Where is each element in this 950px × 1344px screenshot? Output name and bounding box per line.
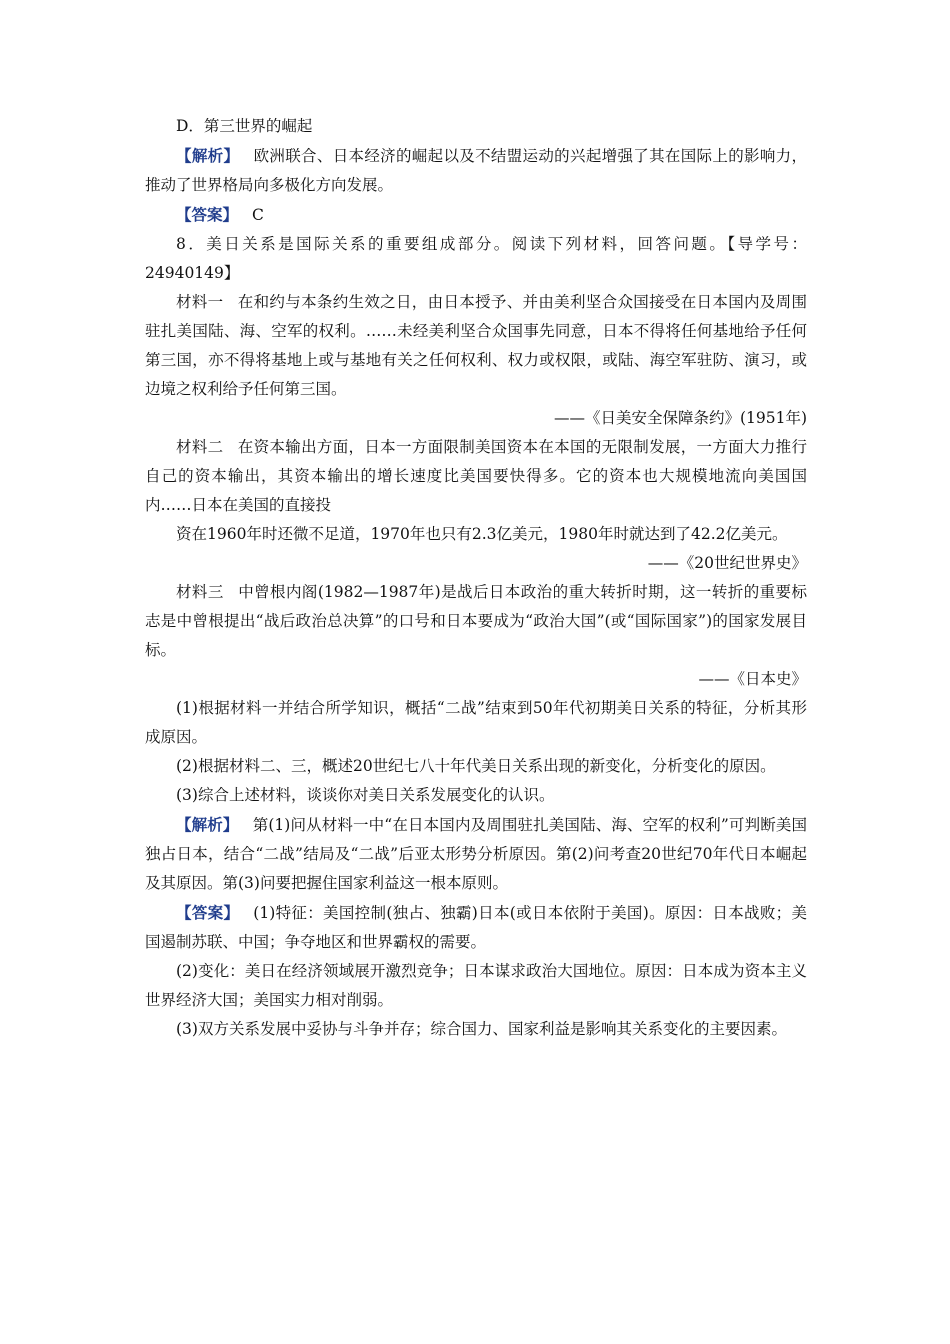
material-1-source: ——《日美安全保障条约》(1951年) xyxy=(553,409,807,427)
q7-option-d: D．第三世界的崛起 xyxy=(176,117,313,135)
question-3: (3)综合上述材料，谈谈你对美日关系发展变化的认识。 xyxy=(176,786,555,804)
q8-analysis xyxy=(145,810,807,898)
q8-answer-1-text: (1)特征：美国控制(独占、独霸)日本(或日本依附于美国)。原因：日本战败；美国遏制苏联、中国；争夺地区和世界霸权的需要。 xyxy=(145,904,807,951)
analysis-tag: 【解析】 xyxy=(176,815,239,834)
q8-answer-3: (3)双方关系发展中妥协与斗争并存；综合国力、国家利益是影响其关系变化的主要因素。 xyxy=(176,1020,787,1038)
material-3 xyxy=(145,578,807,665)
material-2-continued: 资在1960年时还微不足道，1970年也只有2.3亿美元，1980年时就达到了42.2亿美元。 xyxy=(176,525,788,543)
material-2-text: 在资本输出方面，日本一方面限制美国资本在本国的无限制发展，一方面大力推行自己的资本输出，其资本输出的增长速度比美国要快得多。它的资本也大规模地流向美国国内……日本在美国的直接投 xyxy=(145,438,807,514)
answer-tag: 【答案】 xyxy=(176,205,239,224)
material-2-source: ——《20世纪世界史》 xyxy=(647,554,807,572)
q8-stem: 8．美日关系是国际关系的重要组成部分。阅读下列材料，回答问题。【导学号：24940149】 xyxy=(145,235,807,282)
q7-analysis-text: 欧洲联合、日本经济的崛起以及不结盟运动的兴起增强了其在国际上的影响力，推动了世界格局向多极化方向发展。 xyxy=(145,147,807,194)
question-2: (2)根据材料二、三，概述20世纪七八十年代美日关系出现的新变化，分析变化的原因。 xyxy=(176,757,776,775)
material-2 xyxy=(145,433,807,520)
answer-tag: 【答案】 xyxy=(176,903,240,922)
q7-analysis xyxy=(145,141,807,200)
q8-answer-2: (2)变化：美日在经济领域展开激烈竞争；日本谋求政治大国地位。原因：日本成为资本主义世界经济大国；美国实力相对削弱。 xyxy=(145,962,807,1009)
material-1 xyxy=(145,288,807,404)
material-3-text: 中曾根内阁(1982—1987年)是战后日本政治的重大转折时期，这一转折的重要标志是中曾根提出“战后政治总决算”的口号和日本要成为“政治大国”(或“国际国家”)的国家发展目标。 xyxy=(145,583,807,659)
material-3-source: ——《日本史》 xyxy=(698,670,807,688)
material-2-label: 材料二 xyxy=(176,438,224,456)
material-1-label: 材料一 xyxy=(176,293,224,311)
document-page xyxy=(145,112,807,1044)
q7-answer-text: C xyxy=(252,206,264,224)
q8-analysis-text: 第(1)问从材料一中“在日本国内及周围驻扎美国陆、海、空军的权利”可判断美国独占日本，结合“二战”结局及“二战”后亚太形势分析原因。第(2)问考查20世纪70年代日本崛起及其原因。第(3)问要把握住国家利益这一根本原则。 xyxy=(145,816,807,892)
question-1: (1)根据材料一并结合所学知识，概括“二战”结束到50年代初期美日关系的特征，分析其形成原因。 xyxy=(145,699,807,746)
q7-answer xyxy=(145,200,807,230)
q8-answer-1 xyxy=(145,898,807,957)
analysis-tag: 【解析】 xyxy=(176,146,240,165)
material-3-label: 材料三 xyxy=(176,583,224,601)
material-1-text: 在和约与本条约生效之日，由日本授予、并由美利坚合众国接受在日本国内及周围驻扎美国陆、海、空军的权利。……未经美利坚合众国事先同意，日本不得将任何基地给予任何第三国，亦不得将基地上或与基地有关之任何权利、权力或权限，或陆、海空军驻防、演习，或边境之权利给予任何第三国。 xyxy=(145,293,807,398)
